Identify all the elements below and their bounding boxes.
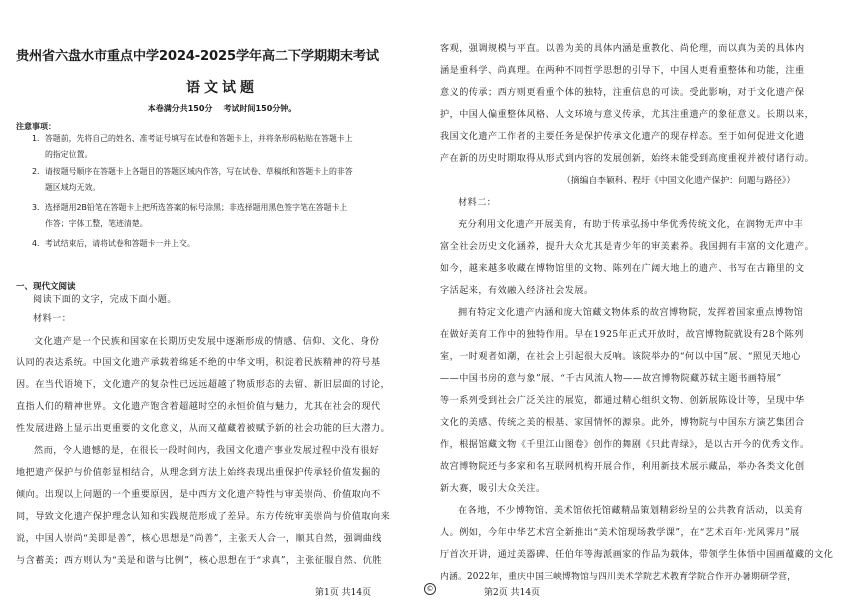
source-citation: （摘编自李颖科、程圩《中国文化遗产保护：问题与路径》） bbox=[562, 176, 796, 186]
notice-item: 3．选择题用2B铅笔在答题卡上把所选答案的标号涂黑；非选择题用黑色签字笔在答题卡上 bbox=[32, 203, 348, 212]
instruction-text: 阅读下面的文字，完成下面小题。 bbox=[33, 295, 177, 305]
paragraph-line: ——中国书房的意与象”展、“千古风流人物——故宫博物院藏苏轼主题书画特展” bbox=[440, 374, 782, 384]
paragraph-line: 产在新的历史时期取得从形式到内容的发展创新，始终未能受到高度重视并被付诸行动。 bbox=[440, 154, 815, 164]
section-heading: 一、现代文阅读 bbox=[16, 282, 76, 292]
paragraph-line: 室，一时观者如潮，在社会上引起很大反响。该院举办的“何以中国”展、“照见天地心 bbox=[440, 352, 801, 362]
paragraph-line: 性发展进路上显示出更重要的文化意义，从而又蕴藏着被赋予新的社会功能的巨大潜力。 bbox=[16, 424, 391, 434]
paragraph-line: 在做好美育工作中的独特作用。早在1925年正式开放时，故宫博物院就设有28个陈列 bbox=[440, 330, 804, 340]
paragraph-line: 厅首次开讲，通过美器碑、任伯年等海派画家的作品为载体，带领学生体悟中国画蕴藏的文化 bbox=[440, 550, 834, 560]
paragraph-line: 作，根据馆藏文物《千里江山图卷》创作的舞剧《只此青绿》，是以古开今的优秀文作。 bbox=[440, 440, 810, 450]
paragraph-line: 然而，令人遗憾的是，在很长一段时间内，我国文化遗产事业发展过程中没有很好 bbox=[34, 446, 380, 456]
material-label: 材料一： bbox=[33, 314, 72, 324]
paragraph-line: 等一系列受到社会广泛关注的展览，都通过精心组织文物、创新展陈设计等，呈现中华 bbox=[440, 396, 805, 406]
paragraph-line: 故宫博物院还与多家和名互联网机构开展合作，利用新技术展示藏品，举办各类文化创 bbox=[440, 462, 805, 472]
notice-item: 作答；字体工整，笔迹清楚。 bbox=[45, 219, 148, 228]
material-label: 材料二： bbox=[458, 198, 497, 208]
paragraph-line: 充分利用文化遗产开展美育，有助于传承弘扬中华优秀传统文化，在润物无声中丰 bbox=[458, 220, 804, 230]
paragraph-line: 如今，越来越多收藏在博物馆里的文物、陈列在广阔大地上的遗产、书写在古籍里的文 bbox=[440, 264, 805, 274]
paragraph-line: 客观，强调规模与平直。以善为美的具体内涵是重教化、尚伦理，而以真为美的具体内 bbox=[440, 44, 805, 54]
notice-item: 2．请按题号顺序在答题卡上各题目的答题区域内作答，写在试卷、草稿纸和答题卡上的非答 bbox=[32, 167, 353, 176]
left-page bbox=[16, 0, 428, 607]
paragraph-line: 在各地，不少博物馆、美术馆依托馆藏精品策划精彩纷呈的公共教育活动，以美育 bbox=[458, 506, 804, 516]
paragraph-line: 人。例如，今年中华艺术宫全新推出“美术馆现场教学课”，在“艺术百年·光风霁月”展 bbox=[440, 528, 800, 538]
paragraph-line: 地把遗产保护与价值彰显相结合，从理念到方法上始终表现出重保护传承轻价值发掘的 bbox=[16, 468, 381, 478]
notice-item: 1．答题前，先将自己的姓名、准考证号填写在试卷和答题卡上，并将条形码粘贴在答题卡上 bbox=[32, 134, 353, 143]
paragraph-line: 内涵。2022年，重庆中国三峡博物馆与四川美术学院艺术教育学院合作开办暑期研学营， bbox=[440, 572, 797, 582]
exam-title: 贵州省六盘水市重点中学2024-2025学年高二下学期期末考试 bbox=[16, 49, 379, 64]
page-footer: 第1页 共14页 bbox=[315, 588, 372, 598]
exam-info: 本卷满分共150分 考试时间150分钟。 bbox=[147, 104, 297, 113]
paragraph-line: 认同的表达系统。中国文化遗产承载着绵延不绝的中华文明，积淀着民族精神的符号基 bbox=[16, 358, 381, 368]
notice-item: 的指定位置。 bbox=[45, 150, 93, 159]
exam-subtitle: 语文试题 bbox=[186, 80, 258, 96]
paragraph-line: 因。在当代语境下，文化遗产的复杂性已远远超越了物质形态的去留、新旧层面的讨论， bbox=[16, 380, 391, 390]
paragraph-line: 文化的美感、传统之美的根基、家国情怀的源泉。此外，博物院与中国东方演艺集团合 bbox=[440, 418, 805, 428]
right-page bbox=[440, 0, 852, 607]
notice-item: 4．考试结束后，请将试卷和答题卡一并上交。 bbox=[32, 239, 195, 248]
paragraph-line: 说，中国人崇尚“美即是善”，核心思想是“尚善”，主张天人合一，顺其自然，强调曲线 bbox=[16, 534, 382, 544]
paragraph-line: 护，中国人偏重整体风格、人文环境与意义传承，尤其注重遗产的象征意义。长期以来， bbox=[440, 110, 815, 120]
page-footer: 第2页 共14页 bbox=[484, 588, 541, 598]
paragraph-line: 新大赛，吸引大众关注。 bbox=[440, 484, 546, 494]
paragraph-line: 文化遗产是一个民族和国家在长期历史发展中逐渐形成的情感、信仰、文化、身份 bbox=[34, 337, 380, 347]
paragraph-line: 我国文化遗产工作者的主要任务是保护传承文化遗产的现存样态。至于如何促进文化遗 bbox=[440, 132, 805, 142]
paragraph-line: 字活起来，有效融入经济社会发展。 bbox=[440, 286, 594, 296]
paragraph-line: 倾向。出现以上问题的一个重要原因，是中西方文化遗产特性与审美崇尚、价值取向不 bbox=[16, 490, 381, 500]
notice-item: 题区域均无效。 bbox=[45, 183, 101, 192]
paragraph-line: 与含蓄美；西方则认为“美是和谐与比例”，核心思想在于“求真”，主张征服自然、伉胜 bbox=[16, 556, 382, 566]
watermark-logo-icon: © bbox=[424, 583, 436, 595]
paragraph-line: 拥有特定文化遗产内涵和庞大馆藏文物体系的故宫博物院，发挥着国家重点博物馆 bbox=[458, 308, 804, 318]
paragraph-line: 意义的传承；西方则更看重个体的独特，注重信息的可读。受此影响，对于文化遗产保 bbox=[440, 88, 805, 98]
paragraph-line: 涵是重科学、尚真理。在两种不同哲学思想的引导下，中国人更看重整体和功能，注重 bbox=[440, 66, 805, 76]
paragraph-line: 富全社会历史文化涵养，提升大众尤其是青少年的审美素养。我国拥有丰富的文化遗产。 bbox=[440, 242, 815, 252]
notice-heading: 注意事项： bbox=[16, 122, 56, 131]
paragraph-line: 同，导致文化遗产保护理念认知和实践规范形成了差异。东方传统审美崇尚与价值取向来 bbox=[16, 512, 391, 522]
paragraph-line: 直指人们的精神世界。文化遗产饱含着超越时空的永恒价值与魅力，尤其在社会的现代 bbox=[16, 402, 381, 412]
